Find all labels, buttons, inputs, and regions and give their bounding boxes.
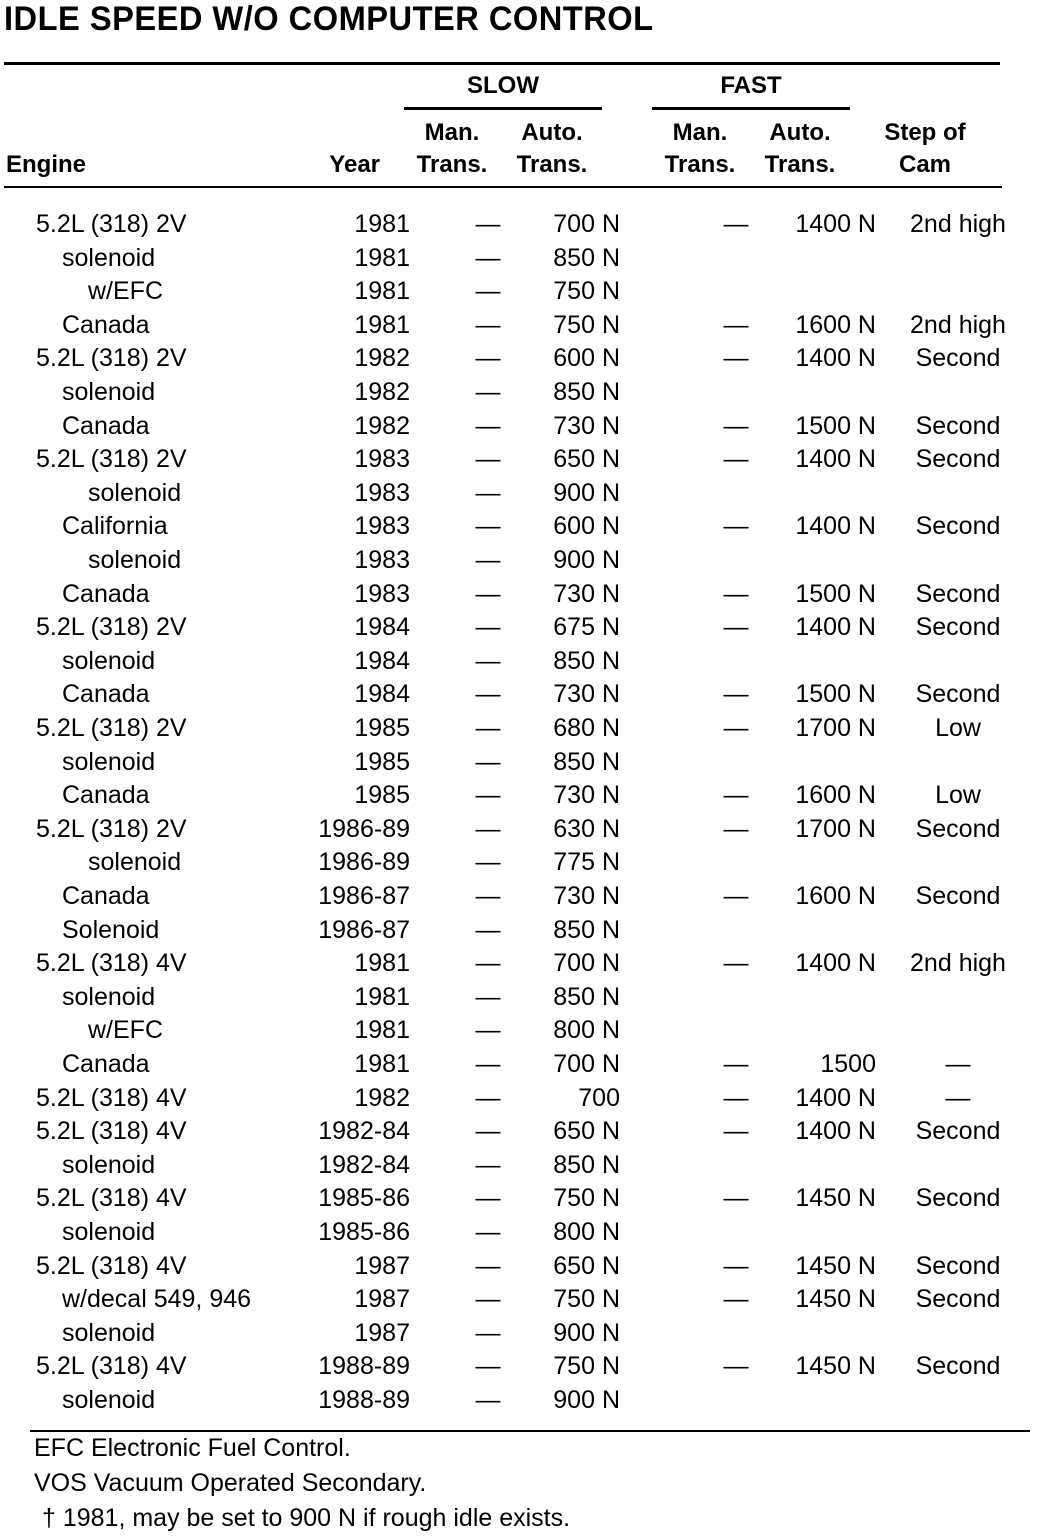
- slow-man-trans-cell: —: [475, 915, 501, 944]
- engine-cell: solenoid: [62, 982, 156, 1011]
- step-of-cam-cell: Second: [915, 344, 1001, 373]
- column-header-slow-auto-line2: Trans.: [516, 151, 588, 178]
- slow-auto-trans-cell: 775 N: [553, 848, 620, 877]
- fast-auto-trans-cell: 1500 N: [795, 411, 876, 440]
- slow-auto-trans-cell: 850 N: [553, 646, 620, 675]
- step-of-cam-cell: Second: [915, 1117, 1001, 1146]
- step-of-cam-cell: Second: [915, 411, 1001, 440]
- table-row: [0, 376, 1056, 410]
- year-cell: 1987: [354, 1251, 410, 1280]
- engine-cell: Canada: [62, 781, 150, 810]
- table-row: [0, 1250, 1056, 1284]
- year-cell: 1982: [354, 411, 410, 440]
- engine-cell: Canada: [62, 882, 150, 910]
- table-row: [0, 846, 1056, 880]
- step-of-cam-cell: Second: [915, 1352, 1001, 1381]
- slow-auto-trans-cell: 850 N: [553, 378, 620, 406]
- fast-man-trans-cell: —: [723, 411, 749, 440]
- engine-cell: 5.2L (318) 4V: [36, 1083, 187, 1112]
- year-cell: 1982: [354, 344, 410, 373]
- engine-cell: solenoid: [62, 243, 156, 272]
- engine-cell: solenoid: [88, 546, 182, 574]
- slow-man-trans-cell: —: [475, 882, 501, 910]
- fast-auto-trans-cell: 1400 N: [795, 512, 876, 541]
- year-cell: 1986-87: [318, 882, 410, 910]
- table-row: [0, 947, 1056, 981]
- table-row: [0, 914, 1056, 948]
- slow-auto-trans-cell: 900 N: [553, 478, 620, 507]
- year-cell: 1986-87: [318, 915, 410, 944]
- slow-man-trans-cell: —: [475, 714, 501, 742]
- slow-auto-trans-cell: 600 N: [553, 344, 620, 373]
- table-row: [0, 880, 1056, 914]
- engine-cell: solenoid: [62, 1386, 156, 1414]
- fast-auto-trans-cell: 1450 N: [795, 1352, 876, 1381]
- slow-man-trans-cell: —: [475, 1386, 501, 1414]
- slow-man-trans-cell: —: [475, 546, 501, 574]
- year-cell: 1981: [354, 210, 410, 238]
- year-cell: 1982-84: [318, 1150, 410, 1179]
- engine-cell: solenoid: [62, 1218, 156, 1246]
- slow-man-trans-cell: —: [475, 781, 501, 810]
- slow-auto-trans-cell: 900 N: [553, 1318, 620, 1347]
- year-cell: 1984: [354, 646, 410, 675]
- year-cell: 1986-89: [318, 814, 410, 843]
- slow-auto-trans-cell: 700 N: [553, 949, 620, 978]
- table-row: [0, 1216, 1056, 1250]
- year-cell: 1984: [354, 613, 410, 642]
- fast-auto-trans-cell: 1500: [820, 1050, 876, 1078]
- column-header-slow-man: [410, 117, 494, 181]
- engine-cell: 5.2L (318) 4V: [36, 1352, 187, 1381]
- table-row: [0, 544, 1056, 578]
- fast-auto-trans-cell: 1400 N: [795, 210, 876, 238]
- slow-auto-trans-cell: 750 N: [553, 1184, 620, 1213]
- slow-auto-trans-cell: 730 N: [553, 882, 620, 910]
- fast-auto-trans-cell: 1500 N: [795, 680, 876, 709]
- fast-auto-trans-cell: 1400 N: [795, 613, 876, 642]
- table-row: [0, 1283, 1056, 1317]
- engine-cell: 5.2L (318) 4V: [36, 1184, 187, 1213]
- fast-auto-trans-cell: 1600 N: [795, 781, 876, 810]
- engine-cell: 5.2L (318) 2V: [36, 814, 187, 843]
- step-of-cam-cell: Low: [935, 781, 981, 810]
- year-cell: 1981: [354, 277, 410, 306]
- fast-auto-trans-cell: 1450 N: [795, 1285, 876, 1314]
- year-cell: 1981: [354, 949, 410, 978]
- slow-auto-trans-cell: 900 N: [553, 546, 620, 574]
- slow-man-trans-cell: —: [475, 411, 501, 440]
- group-header-fast: FAST: [720, 72, 782, 99]
- step-of-cam-cell: 2nd high: [910, 210, 1006, 238]
- column-header-year: Year: [329, 151, 380, 178]
- fast-auto-trans-cell: 1400 N: [795, 1117, 876, 1146]
- table-row: [0, 578, 1056, 612]
- step-of-cam-cell: Second: [915, 445, 1001, 474]
- column-header-fast-auto-line2: Trans.: [764, 151, 836, 178]
- engine-cell: Canada: [62, 411, 150, 440]
- slow-man-trans-cell: —: [475, 310, 501, 339]
- slow-auto-trans-cell: 850 N: [553, 915, 620, 944]
- engine-cell: solenoid: [62, 646, 156, 675]
- step-of-cam-cell: —: [945, 1083, 971, 1112]
- fast-underline: [652, 107, 850, 110]
- step-of-cam-cell: 2nd high: [910, 310, 1006, 339]
- fast-man-trans-cell: —: [723, 210, 749, 238]
- slow-underline: [404, 107, 602, 110]
- slow-man-trans-cell: —: [475, 478, 501, 507]
- slow-man-trans-cell: —: [475, 613, 501, 642]
- slow-auto-trans-cell: 800 N: [553, 1218, 620, 1246]
- engine-cell: Canada: [62, 1050, 150, 1078]
- table-row: [0, 746, 1056, 780]
- engine-cell: solenoid: [88, 848, 182, 877]
- year-cell: 1981: [354, 1016, 410, 1045]
- footnote-dagger: † 1981, may be set to 900 N if rough idle exists.: [42, 1504, 571, 1532]
- slow-auto-trans-cell: 850 N: [553, 243, 620, 272]
- slow-auto-trans-cell: 730 N: [553, 680, 620, 709]
- fast-auto-trans-cell: 1700 N: [795, 714, 876, 742]
- fast-man-trans-cell: —: [723, 1285, 749, 1314]
- year-cell: 1983: [354, 512, 410, 541]
- engine-cell: solenoid: [62, 1150, 156, 1179]
- slow-man-trans-cell: —: [475, 982, 501, 1011]
- column-header-fast-man-line1: Man.: [672, 119, 728, 146]
- slow-auto-trans-cell: 750 N: [553, 1285, 620, 1314]
- slow-man-trans-cell: —: [475, 646, 501, 675]
- fast-auto-trans-cell: 1600 N: [795, 310, 876, 339]
- fast-man-trans-cell: —: [723, 512, 749, 541]
- slow-auto-trans-cell: 650 N: [553, 1117, 620, 1146]
- table-row: [0, 611, 1056, 645]
- fast-man-trans-cell: —: [723, 1050, 749, 1078]
- slow-auto-trans-cell: 700 N: [553, 210, 620, 238]
- table-row: [0, 1014, 1056, 1048]
- slow-auto-trans-cell: 800 N: [553, 1016, 620, 1045]
- top-rule: [4, 62, 1000, 65]
- slow-man-trans-cell: —: [475, 1050, 501, 1078]
- slow-man-trans-cell: —: [475, 848, 501, 877]
- year-cell: 1985: [354, 781, 410, 810]
- slow-auto-trans-cell: 850 N: [553, 1150, 620, 1179]
- slow-auto-trans-cell: 650 N: [553, 445, 620, 474]
- fast-auto-trans-cell: 1400 N: [795, 445, 876, 474]
- engine-cell: solenoid: [62, 378, 156, 406]
- slow-auto-trans-cell: 700 N: [553, 1050, 620, 1078]
- slow-auto-trans-cell: 700: [578, 1083, 620, 1112]
- slow-auto-trans-cell: 850 N: [553, 982, 620, 1011]
- fast-auto-trans-cell: 1600 N: [795, 882, 876, 910]
- table-row: [0, 242, 1056, 276]
- slow-auto-trans-cell: 675 N: [553, 613, 620, 642]
- slow-auto-trans-cell: 730 N: [553, 579, 620, 608]
- engine-cell: 5.2L (318) 4V: [36, 949, 187, 978]
- column-header-engine: Engine: [6, 151, 87, 178]
- step-of-cam-cell: 2nd high: [910, 949, 1006, 978]
- table-row: [0, 410, 1056, 444]
- table-row: [0, 1384, 1056, 1418]
- table-row: [0, 1350, 1056, 1384]
- year-cell: 1983: [354, 546, 410, 574]
- fast-man-trans-cell: —: [723, 1117, 749, 1146]
- slow-man-trans-cell: —: [475, 1285, 501, 1314]
- fast-auto-trans-cell: 1400 N: [795, 949, 876, 978]
- fast-man-trans-cell: —: [723, 814, 749, 843]
- year-cell: 1981: [354, 310, 410, 339]
- slow-auto-trans-cell: 630 N: [553, 814, 620, 843]
- engine-cell: solenoid: [62, 747, 156, 776]
- step-of-cam-cell: Second: [915, 579, 1001, 608]
- fast-man-trans-cell: —: [723, 445, 749, 474]
- engine-cell: 5.2L (318) 2V: [36, 344, 187, 373]
- slow-auto-trans-cell: 850 N: [553, 747, 620, 776]
- fast-auto-trans-cell: 1400 N: [795, 344, 876, 373]
- table-row: [0, 1182, 1056, 1216]
- slow-auto-trans-cell: 730 N: [553, 781, 620, 810]
- fast-auto-trans-cell: 1400 N: [795, 1083, 876, 1112]
- engine-cell: w/EFC: [88, 277, 163, 306]
- fast-man-trans-cell: —: [723, 344, 749, 373]
- slow-man-trans-cell: —: [475, 1184, 501, 1213]
- engine-cell: 5.2L (318) 2V: [36, 613, 187, 642]
- slow-man-trans-cell: —: [475, 747, 501, 776]
- engine-cell: 5.2L (318) 4V: [36, 1117, 187, 1146]
- page-title: IDLE SPEED W/O COMPUTER CONTROL: [4, 0, 654, 38]
- table-row: [0, 712, 1056, 746]
- year-cell: 1981: [354, 243, 410, 272]
- step-of-cam-cell: Second: [915, 512, 1001, 541]
- year-cell: 1986-89: [318, 848, 410, 877]
- engine-cell: 5.2L (318) 4V: [36, 1251, 187, 1280]
- engine-cell: w/EFC: [88, 1016, 163, 1045]
- year-cell: 1983: [354, 445, 410, 474]
- slow-man-trans-cell: —: [475, 1117, 501, 1146]
- table-row: [0, 309, 1056, 343]
- fast-man-trans-cell: —: [723, 680, 749, 709]
- engine-cell: 5.2L (318) 2V: [36, 714, 187, 742]
- step-of-cam-cell: Second: [915, 613, 1001, 642]
- slow-man-trans-cell: —: [475, 1218, 501, 1246]
- year-cell: 1982: [354, 378, 410, 406]
- table-row: [0, 275, 1056, 309]
- table-row: [0, 1115, 1056, 1149]
- table-row: [0, 1082, 1056, 1116]
- fast-man-trans-cell: —: [723, 613, 749, 642]
- fast-auto-trans-cell: 1450 N: [795, 1251, 876, 1280]
- year-cell: 1985-86: [318, 1218, 410, 1246]
- table-row: [0, 510, 1056, 544]
- table-row: [0, 1149, 1056, 1183]
- table-row: [0, 1048, 1056, 1082]
- table-row: [0, 813, 1056, 847]
- step-of-cam-cell: Low: [935, 714, 981, 742]
- slow-man-trans-cell: —: [475, 512, 501, 541]
- table-row: [0, 208, 1056, 242]
- year-cell: 1987: [354, 1318, 410, 1347]
- year-cell: 1985: [354, 747, 410, 776]
- year-cell: 1983: [354, 579, 410, 608]
- fast-man-trans-cell: —: [723, 579, 749, 608]
- slow-man-trans-cell: —: [475, 814, 501, 843]
- slow-man-trans-cell: —: [475, 680, 501, 709]
- column-header-slow-auto: [508, 117, 596, 181]
- table-row: [0, 779, 1056, 813]
- year-cell: 1981: [354, 982, 410, 1011]
- slow-auto-trans-cell: 750 N: [553, 1352, 620, 1381]
- fast-auto-trans-cell: 1500 N: [795, 579, 876, 608]
- fast-man-trans-cell: —: [723, 310, 749, 339]
- year-cell: 1982: [354, 1083, 410, 1112]
- footnote-efc: EFC Electronic Fuel Control.: [34, 1434, 351, 1462]
- engine-cell: Solenoid: [62, 915, 160, 944]
- slow-man-trans-cell: —: [475, 579, 501, 608]
- column-header-fast-auto-line1: Auto.: [769, 119, 831, 146]
- table-row: [0, 443, 1056, 477]
- year-cell: 1982-84: [318, 1117, 410, 1146]
- engine-cell: 5.2L (318) 2V: [36, 445, 187, 474]
- step-of-cam-cell: Second: [915, 680, 1001, 709]
- column-header-step-of-cam: [870, 117, 980, 181]
- fast-man-trans-cell: —: [723, 1251, 749, 1280]
- column-header-step-of-cam-line1: Step of: [884, 119, 966, 146]
- year-cell: 1981: [354, 1050, 410, 1078]
- fast-auto-trans-cell: 1450 N: [795, 1184, 876, 1213]
- slow-man-trans-cell: —: [475, 1150, 501, 1179]
- header-rule: [4, 186, 1002, 188]
- slow-man-trans-cell: —: [475, 344, 501, 373]
- slow-auto-trans-cell: 900 N: [553, 1386, 620, 1414]
- fast-man-trans-cell: —: [723, 949, 749, 978]
- column-header-fast-auto: [756, 117, 844, 181]
- engine-cell: Canada: [62, 579, 150, 608]
- slow-man-trans-cell: —: [475, 210, 501, 238]
- engine-cell: California: [62, 512, 168, 541]
- slow-auto-trans-cell: 730 N: [553, 411, 620, 440]
- step-of-cam-cell: Second: [915, 814, 1001, 843]
- slow-auto-trans-cell: 750 N: [553, 310, 620, 339]
- engine-cell: Canada: [62, 680, 150, 709]
- engine-cell: Canada: [62, 310, 150, 339]
- slow-auto-trans-cell: 680 N: [553, 714, 620, 742]
- year-cell: 1985-86: [318, 1184, 410, 1213]
- slow-man-trans-cell: —: [475, 1083, 501, 1112]
- column-header-slow-man-line2: Trans.: [416, 151, 488, 178]
- step-of-cam-cell: Second: [915, 1184, 1001, 1213]
- fast-auto-trans-cell: 1700 N: [795, 814, 876, 843]
- engine-cell: 5.2L (318) 2V: [36, 210, 187, 238]
- fast-man-trans-cell: —: [723, 1083, 749, 1112]
- year-cell: 1987: [354, 1285, 410, 1314]
- fast-man-trans-cell: —: [723, 1352, 749, 1381]
- step-of-cam-cell: —: [945, 1050, 971, 1078]
- year-cell: 1985: [354, 714, 410, 742]
- year-cell: 1984: [354, 680, 410, 709]
- table-row: [0, 645, 1056, 679]
- slow-man-trans-cell: —: [475, 1251, 501, 1280]
- slow-auto-trans-cell: 650 N: [553, 1251, 620, 1280]
- slow-man-trans-cell: —: [475, 1318, 501, 1347]
- slow-man-trans-cell: —: [475, 445, 501, 474]
- year-cell: 1983: [354, 478, 410, 507]
- step-of-cam-cell: Second: [915, 882, 1001, 910]
- step-of-cam-cell: Second: [915, 1251, 1001, 1280]
- fast-man-trans-cell: —: [723, 714, 749, 742]
- year-cell: 1988-89: [318, 1352, 410, 1381]
- column-header-fast-man-line2: Trans.: [664, 151, 736, 178]
- slow-man-trans-cell: —: [475, 1352, 501, 1381]
- engine-cell: w/decal 549, 946: [62, 1285, 252, 1314]
- table-row: [0, 1317, 1056, 1351]
- column-header-slow-auto-line1: Auto.: [521, 119, 583, 146]
- group-header-slow: SLOW: [467, 72, 539, 99]
- table-row: [0, 342, 1056, 376]
- engine-cell: solenoid: [62, 1318, 156, 1347]
- slow-man-trans-cell: —: [475, 378, 501, 406]
- year-cell: 1988-89: [318, 1386, 410, 1414]
- slow-man-trans-cell: —: [475, 1016, 501, 1045]
- fast-man-trans-cell: —: [723, 781, 749, 810]
- fast-man-trans-cell: —: [723, 882, 749, 910]
- table-row: [0, 981, 1056, 1015]
- table-row: [0, 477, 1056, 511]
- slow-auto-trans-cell: 750 N: [553, 277, 620, 306]
- slow-man-trans-cell: —: [475, 949, 501, 978]
- column-header-fast-man: [658, 117, 742, 181]
- slow-auto-trans-cell: 600 N: [553, 512, 620, 541]
- step-of-cam-cell: Second: [915, 1285, 1001, 1314]
- footnote-vos: VOS Vacuum Operated Secondary.: [34, 1469, 427, 1497]
- engine-cell: solenoid: [88, 478, 182, 507]
- column-header-step-of-cam-line2: Cam: [898, 151, 952, 178]
- column-header-slow-man-line1: Man.: [424, 119, 480, 146]
- fast-man-trans-cell: —: [723, 1184, 749, 1213]
- table-row: [0, 678, 1056, 712]
- slow-man-trans-cell: —: [475, 243, 501, 272]
- slow-man-trans-cell: —: [475, 277, 501, 306]
